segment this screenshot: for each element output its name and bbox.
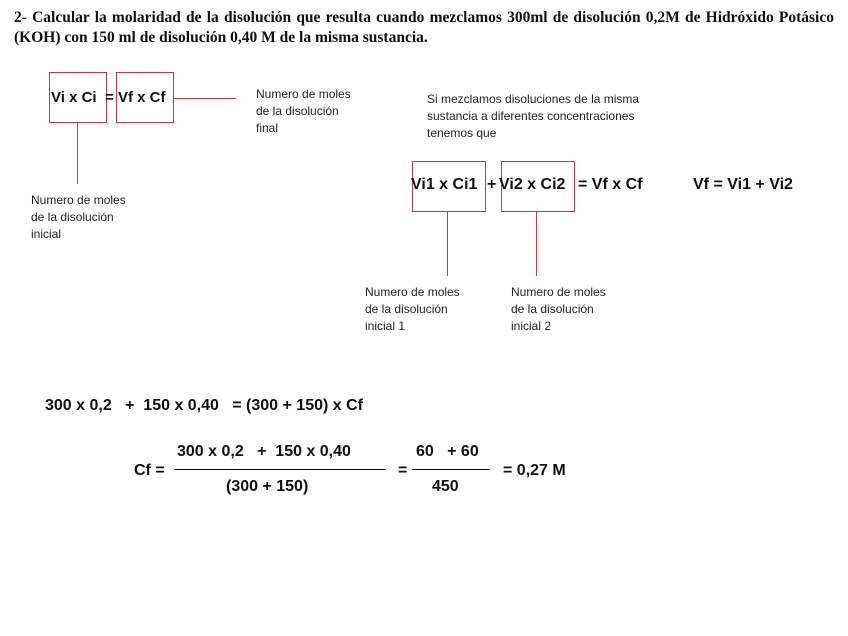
formula-basic-left: Vi x Ci [51,89,97,106]
initial-moles-1-connector [447,212,448,276]
formula-mix-term2: Vi2 x Ci2 [499,176,566,193]
formula-mix-rest: = Vf x Cf [578,176,643,193]
fraction-bar [174,469,386,470]
final-moles-connector [174,98,236,99]
cf-label: Cf = [134,462,165,479]
problem-statement: 2- Calcular la molaridad de la disolución que resulta cuando mezclamos 300ml de disolución 0,2M de Hidróxido Potásico (KOH) con 150 ml de disolución 0,40 M de la misma sustancia. [14,9,834,46]
fraction-denominator: (300 + 150) [226,478,309,495]
mix-explanation-note: Si mezclamos disoluciones de la misma sustancia a diferentes concentraciones tenemos que [427,92,640,140]
formula-mix-plus: + [487,176,497,193]
initial-moles-note: Numero de moles de la disolución inicial [31,193,126,241]
final-volume-formula: Vf = Vi1 + Vi2 [693,176,793,193]
initial-moles-2-note: Numero de moles de la disolución inicial 2 [511,285,606,333]
fraction-numerator-2: 60 + 60 [416,443,479,460]
final-moles-note: Numero de moles de la disolución final [256,87,351,135]
formula-basic-right: Vf x Cf [118,89,166,106]
calculation-line: 300 x 0,2 + 150 x 0,40 = (300 + 150) x Cf [45,397,363,414]
initial-moles-1-note: Numero de moles de la disolución inicial 1 [365,285,460,333]
initial-moles-connector [77,123,78,184]
fraction-bar-2 [412,469,490,470]
formula-mix-term1: Vi1 x Ci1 [411,176,478,193]
fraction-numerator: 300 x 0,2 + 150 x 0,40 [177,443,351,460]
fraction-equals: = [398,462,408,479]
fraction-denominator-2: 450 [432,478,459,495]
formula-basic-equals: = [105,89,114,106]
result: = 0,27 M [503,462,566,479]
initial-moles-2-connector [536,212,537,276]
